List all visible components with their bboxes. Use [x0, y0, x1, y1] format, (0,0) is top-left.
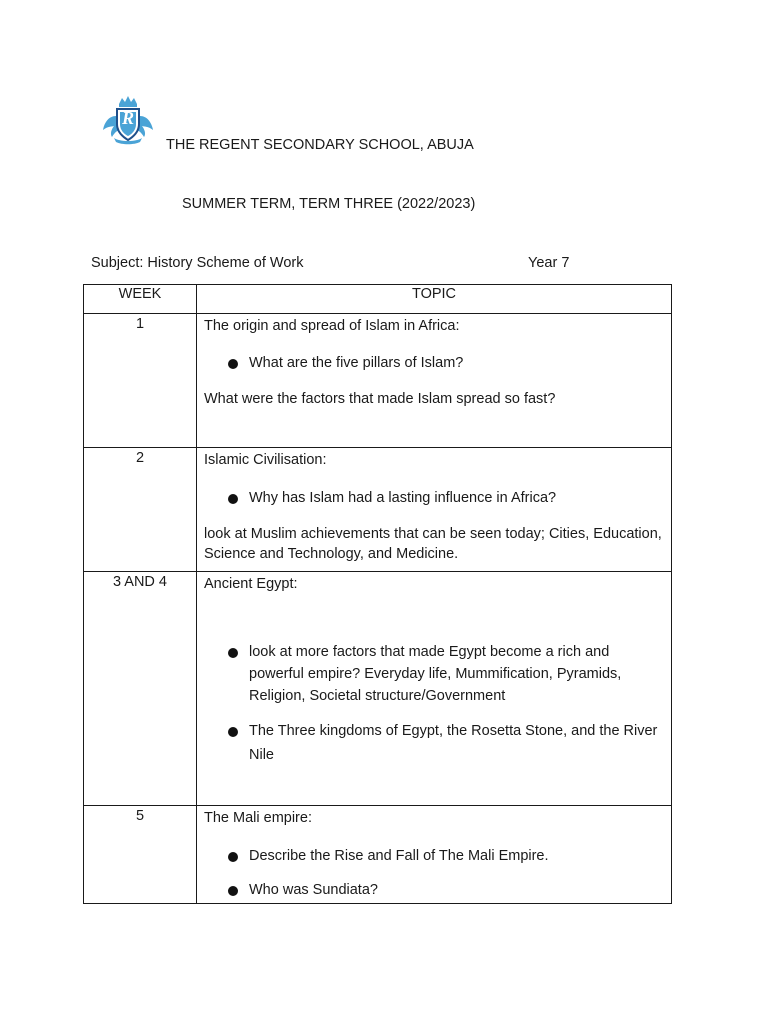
- term-title: SUMMER TERM, TERM THREE (2022/2023): [182, 196, 476, 212]
- bullet-icon: [228, 886, 238, 896]
- topic-cell: [197, 448, 672, 572]
- topic-cell: [197, 572, 672, 806]
- logo-letter: R: [121, 108, 134, 128]
- topic-cell: [197, 314, 672, 448]
- topic-title: The Mali empire:: [204, 810, 312, 826]
- topic-title: The origin and spread of Islam in Africa:: [204, 318, 460, 334]
- year-label: Year 7: [528, 255, 570, 271]
- list-item: What are the five pillars of Islam?: [204, 353, 665, 373]
- list-item: Who was Sundiata?: [204, 880, 665, 900]
- topic-bullet-list: [204, 488, 665, 508]
- week-cell: 1: [84, 314, 197, 448]
- bullet-icon: [228, 648, 238, 658]
- subject-label: Subject: History Scheme of Work: [91, 255, 304, 271]
- bullet-icon: [228, 852, 238, 862]
- bullet-icon: [228, 727, 238, 737]
- list-item: Describe the Rise and Fall of The Mali Empire.: [204, 846, 665, 866]
- topic-cell: [197, 806, 672, 904]
- topic-title: Islamic Civilisation:: [204, 452, 327, 468]
- table-row: [84, 572, 672, 806]
- table-header-row: [84, 285, 672, 314]
- table-row: [84, 314, 672, 448]
- list-item: look at more factors that made Egypt become a rich and powerful empire? Everyday life, Mummification, Pyramids, Religion, Societal structure/Government: [204, 641, 665, 707]
- topic-bullet-list: [204, 353, 665, 373]
- week-cell: 3 AND 4: [84, 572, 197, 806]
- week-cell: 5: [84, 806, 197, 904]
- column-header-week: WEEK: [84, 285, 197, 314]
- topic-note: What were the factors that made Islam spread so fast?: [204, 391, 556, 407]
- bullet-icon: [228, 359, 238, 369]
- table-row: [84, 806, 672, 904]
- week-cell: 2: [84, 448, 197, 572]
- bullet-icon: [228, 494, 238, 504]
- scheme-of-work-table: [83, 284, 672, 904]
- list-item: Why has Islam had a lasting influence in Africa?: [204, 488, 665, 508]
- school-name: THE REGENT SECONDARY SCHOOL, ABUJA: [166, 137, 474, 153]
- topic-note: look at Muslim achievements that can be seen today; Cities, Education, Science and Technology, and Medicine.: [204, 526, 662, 562]
- list-item: The Three kingdoms of Egypt, the Rosetta Stone, and the River Nile: [204, 719, 665, 767]
- topic-title: Ancient Egypt:: [204, 576, 298, 592]
- topic-bullet-list: [204, 846, 665, 900]
- table-row: [84, 448, 672, 572]
- column-header-topic: TOPIC: [197, 285, 672, 314]
- topic-bullet-list: [204, 641, 665, 767]
